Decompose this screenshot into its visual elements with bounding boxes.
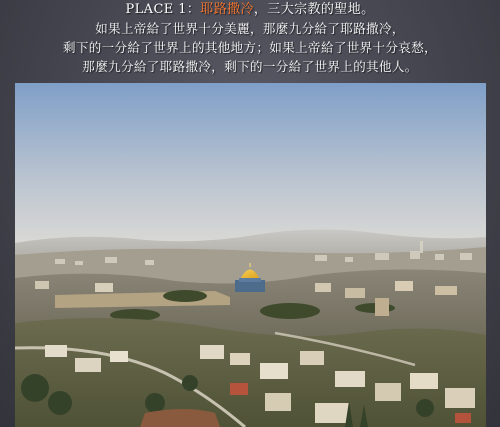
caption-title-suffix: ，三大宗教的聖地。 xyxy=(253,2,375,17)
jerusalem-photo xyxy=(15,83,486,427)
foreground-slope xyxy=(15,318,486,427)
caption-title-line xyxy=(0,1,500,19)
caption-block xyxy=(0,0,500,80)
jerusalem-landscape xyxy=(15,83,486,427)
caption-line-2: 如果上帝給了世界十分美麗，那麼九分給了耶路撒冷， xyxy=(95,21,405,36)
sky xyxy=(15,83,486,253)
caption-line-4: 那麼九分給了耶路撒冷，剩下的一分給了世界上的其他人。 xyxy=(82,59,418,74)
caption-city-name: 耶路撒冷 xyxy=(200,2,254,17)
caption-line-3: 剩下的一分給了世界上的其他地方；如果上帝給了世界十分哀愁， xyxy=(62,40,438,55)
caption-place-label: PLACE 1： xyxy=(125,2,201,17)
